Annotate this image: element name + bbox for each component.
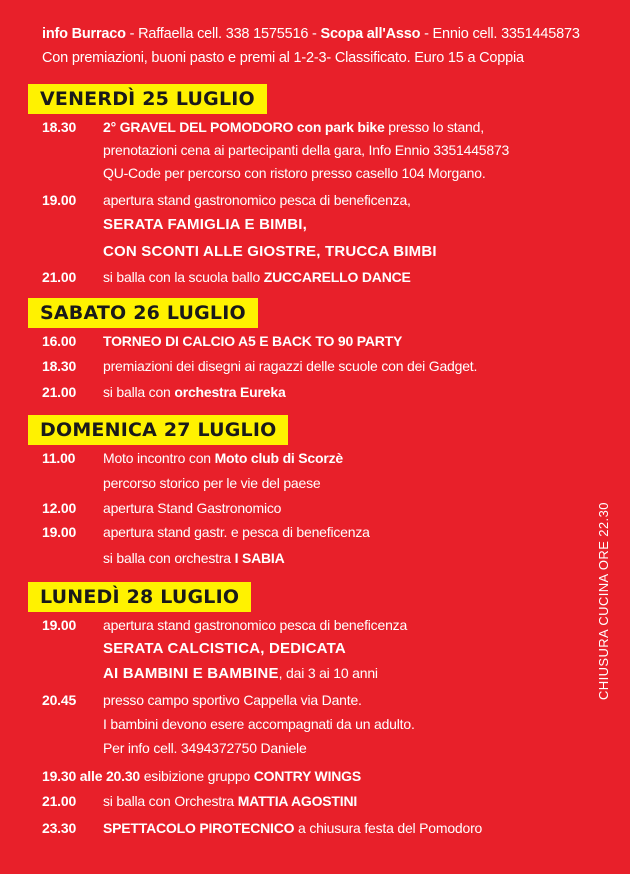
event-text: apertura stand gastronomico pesca di beneficenza, (103, 192, 411, 208)
event-time: 12.00 (42, 500, 77, 516)
event-highlight: SERATA FAMIGLIA E BIMBI, (103, 216, 307, 233)
event-row (42, 330, 402, 353)
event-time: 19.00 (42, 192, 77, 208)
event-title: TORNEO DI CALCIO A5 E BACK TO 90 PARTY (103, 333, 403, 349)
event-row (42, 497, 281, 520)
event-title: SPETTACOLO PIROTECNICO (103, 820, 295, 836)
event-text: , dai 3 ai 10 anni (278, 665, 378, 681)
info-line-2: Con premiazioni, buoni pasto e premi al 1-2-3- Classificato. Euro 15 a Coppia (42, 50, 524, 66)
scopa-contact: - Ennio cell. 3351445873 (420, 26, 580, 42)
event-text: apertura stand gastr. e pesca di beneficenza (103, 524, 370, 540)
event-text: apertura Stand Gastronomico (103, 500, 282, 516)
burraco-label: info Burraco (42, 26, 126, 42)
event-row (42, 381, 286, 404)
event-row (42, 689, 362, 712)
event-highlight: SERATA CALCISTICA, DEDICATA (103, 640, 346, 657)
event-text: si balla con (103, 384, 175, 400)
event-time: 18.30 (42, 358, 77, 374)
day-banner-friday: VENERDÌ 25 LUGLIO (28, 84, 267, 114)
event-title: CONTRY WINGS (253, 768, 362, 784)
event-detail: prenotazioni cena ai partecipanti della gara, Info Ennio 3351445873 (103, 142, 510, 158)
event-time: 21.00 (42, 269, 77, 285)
event-time: 11.00 (42, 450, 76, 466)
event-row (42, 447, 343, 470)
event-text: apertura stand gastronomico pesca di beneficenza (103, 617, 408, 633)
event-text: presso campo sportivo Cappella via Dante. (103, 692, 362, 708)
day-banner-saturday: SABATO 26 LUGLIO (28, 298, 258, 328)
info-block (42, 22, 580, 70)
event-detail: Per info cell. 3494372750 Daniele (103, 740, 307, 756)
event-row (42, 614, 407, 637)
event-text: si balla con la scuola ballo (103, 269, 264, 285)
event-time: 21.00 (42, 793, 77, 809)
day-banner-monday: LUNEDÌ 28 LUGLIO (28, 582, 251, 612)
burraco-contact: - Raffaella cell. 338 1575516 - (125, 26, 321, 42)
event-title: Moto club di Scorzè (214, 450, 344, 466)
event-time: 16.00 (42, 333, 77, 349)
event-text: premiazioni dei disegni ai ragazzi delle scuole con dei Gadget. (103, 358, 478, 374)
event-time: 19.00 (42, 524, 77, 540)
event-text: presso lo stand, (384, 119, 484, 135)
event-time: 20.45 (42, 692, 77, 708)
event-text: Moto incontro con (103, 450, 215, 466)
info-line-1 (42, 22, 580, 46)
event-time: 19.00 (42, 617, 77, 633)
event-detail (103, 547, 285, 570)
event-title: ZUCCARELLO DANCE (263, 269, 411, 285)
event-time: 21.00 (42, 384, 77, 400)
event-detail (103, 662, 378, 685)
event-row (42, 790, 357, 813)
event-text: si balla con Orchestra (103, 793, 238, 809)
kitchen-closing-note: CHIUSURA CUCINA ORE 22.30 (596, 502, 611, 700)
day-banner-sunday: DOMENICA 27 LUGLIO (28, 415, 288, 445)
event-highlight: AI BAMBINI E BAMBINE (103, 665, 279, 682)
event-title: 2° GRAVEL DEL POMODORO con park bike (103, 119, 385, 135)
event-row (42, 765, 361, 788)
event-time: 23.30 (42, 820, 77, 836)
event-highlight: CON SCONTI ALLE GIOSTRE, TRUCCA BIMBI (103, 243, 437, 260)
event-row (42, 355, 477, 378)
event-text: si balla con orchestra (103, 550, 235, 566)
event-title: orchestra Eureka (174, 384, 286, 400)
scopa-label: Scopa all'Asso (320, 26, 421, 42)
event-detail: QU-Code per percorso con ristoro presso casello 104 Morgano. (103, 165, 486, 181)
event-time: 19.30 alle 20.30 (42, 768, 140, 784)
event-row (42, 189, 411, 212)
event-row (42, 521, 370, 544)
event-title: MATTIA AGOSTINI (237, 793, 358, 809)
event-row (42, 817, 482, 840)
event-text: esibizione gruppo (140, 768, 254, 784)
event-row (42, 116, 484, 139)
event-detail: I bambini devono esere accompagnati da un adulto. (103, 716, 415, 732)
event-text: a chiusura festa del Pomodoro (294, 820, 483, 836)
event-title: I SABIA (234, 550, 285, 566)
event-row (42, 266, 411, 289)
event-time: 18.30 (42, 119, 77, 135)
event-detail: percorso storico per le vie del paese (103, 475, 321, 491)
